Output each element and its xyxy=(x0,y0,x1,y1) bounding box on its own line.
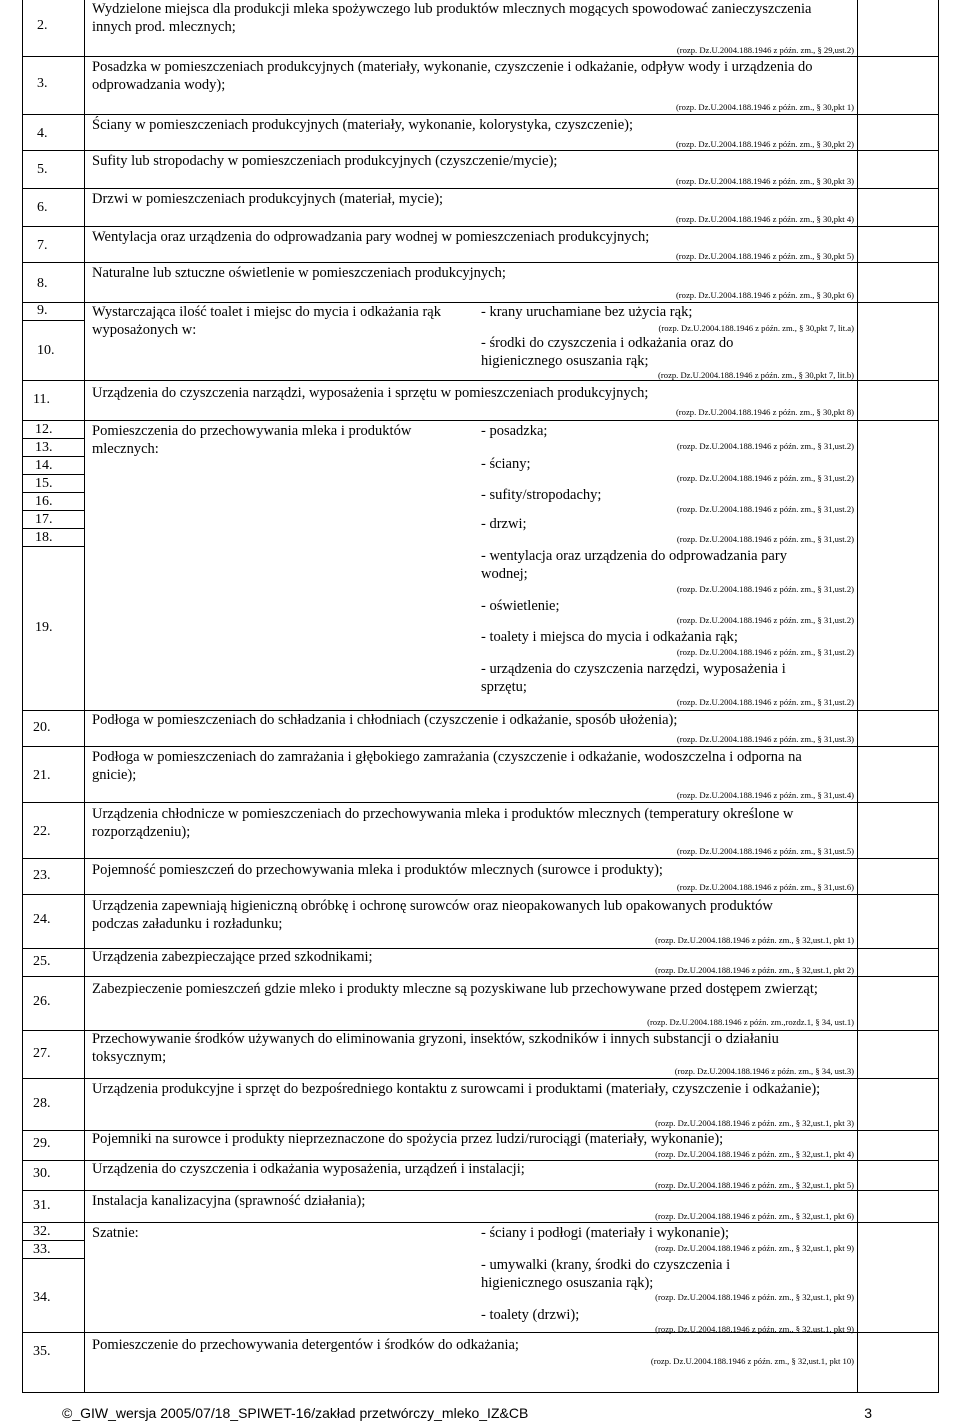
group-item: - oświetlenie; xyxy=(481,598,560,614)
legal-reference: (rozp. Dz.U.2004.188.1946 z późn. zm., § 32,ust.1, pkt 5) xyxy=(655,1180,854,1190)
row-divider xyxy=(22,380,939,381)
row-text: Urządzenia chłodnicze w pomieszczeniach do przechowywania mleka i produktów mlecznych (temperatury określone w rozporządzeniu); xyxy=(92,806,794,840)
row-number: 14. xyxy=(35,458,53,473)
row-number: 21. xyxy=(33,768,51,783)
number-column-divider xyxy=(84,0,85,1392)
row-divider xyxy=(22,150,939,151)
row-number: 33. xyxy=(33,1242,51,1257)
legal-reference: (rozp. Dz.U.2004.188.1946 z późn. zm., § 31,ust.2) xyxy=(676,441,854,451)
group-item: - toalety i miejsca do mycia i odkażania rąk; xyxy=(481,629,738,645)
row-text: Urządzenia zapewniają higieniczną obróbkę i ochronę surowców oraz nieopakowanych lub opakowanych produktów podczas załadunku i rozładunku; xyxy=(92,898,773,932)
row-divider xyxy=(22,1190,939,1191)
page-footer xyxy=(62,1405,872,1421)
row-number: 5. xyxy=(37,162,48,177)
legal-reference: (rozp. Dz.U.2004.188.1946 z późn. zm., § 31,ust.2) xyxy=(676,697,854,707)
group-item: - wentylacja oraz urządzenia do odprowadzania pary wodnej; xyxy=(481,548,787,582)
row-text: Przechowywanie środków używanych do eliminowania gryzoni, insektów, szkodników i innych substancji o działaniu toksycznym; xyxy=(92,1031,779,1065)
legal-reference: (rozp. Dz.U.2004.188.1946 z późn. zm., § 32,ust.1, pkt 9) xyxy=(655,1243,854,1253)
legal-reference: (rozp. Dz.U.2004.188.1946 z późn. zm., § 32,ust.1, pkt 6) xyxy=(655,1211,854,1221)
row-number: 34. xyxy=(33,1290,51,1305)
row-number: 7. xyxy=(37,238,48,253)
row-divider xyxy=(22,1240,84,1241)
legal-reference: (rozp. Dz.U.2004.188.1946 z późn. zm., § 30,pkt 7, lit.b) xyxy=(658,370,854,380)
row-text: Sufity lub stropodachy w pomieszczeniach produkcyjnych (czyszczenie/mycie); xyxy=(92,153,558,169)
legal-reference: (rozp. Dz.U.2004.188.1946 z późn. zm., § 30,pkt 6) xyxy=(675,290,854,300)
row-divider xyxy=(22,546,84,547)
row-text: Instalacja kanalizacyjna (sprawność działania); xyxy=(92,1193,366,1209)
footer-text: ©_GIW_wersja 2005/07/18_SPIWET-16/zakład przetwórczy_mleko_IZ&CB xyxy=(62,1405,529,1421)
legal-reference: (rozp. Dz.U.2004.188.1946 z późn. zm., § 32,ust.1, pkt 1) xyxy=(655,935,854,945)
group-item: - umywalki (krany, środki do czyszczenia i higienicznego osuszania rąk); xyxy=(481,1257,731,1291)
row-number: 13. xyxy=(35,440,53,455)
row-number: 4. xyxy=(37,126,48,141)
row-number: 30. xyxy=(33,1166,51,1181)
row-divider xyxy=(22,858,939,859)
legal-reference: (rozp. Dz.U.2004.188.1946 z późn. zm., § 32,ust.1, pkt 4) xyxy=(655,1149,854,1159)
group-label: Wystarczająca ilość toalet i miejsc do mycia i odkażania rąk wyposażonych w: xyxy=(92,304,441,338)
ref-column-divider xyxy=(857,0,858,1392)
table-left-border xyxy=(22,0,23,1392)
legal-reference: (rozp. Dz.U.2004.188.1946 z późn. zm., § 31,ust.2) xyxy=(676,584,854,594)
row-text: Naturalne lub sztuczne oświetlenie w pomieszczeniach produkcyjnych; xyxy=(92,265,506,281)
row-number: 18. xyxy=(35,530,53,545)
row-text: Urządzenia do czyszczenia i odkażania wyposażenia, urządzeń i instalacji; xyxy=(92,1161,525,1177)
legal-reference: (rozp. Dz.U.2004.188.1946 z późn. zm., § 31,ust.2) xyxy=(676,534,854,544)
row-divider xyxy=(22,114,939,115)
row-divider xyxy=(22,492,84,493)
row-divider xyxy=(22,1222,939,1223)
row-text: Drzwi w pomieszczeniach produkcyjnych (materiał, mycie); xyxy=(92,191,444,207)
legal-reference: (rozp. Dz.U.2004.188.1946 z późn. zm., § 30,pkt 7, lit.a) xyxy=(658,323,854,333)
row-divider xyxy=(22,528,84,529)
row-divider xyxy=(22,56,939,57)
row-text: Zabezpieczenie pomieszczeń gdzie mleko i produkty mleczne są pozyskiwane lub przechowywane przed dostępem zwierząt; xyxy=(92,981,818,997)
row-number: 29. xyxy=(33,1136,51,1151)
row-text: Pojemność pomieszczeń do przechowywania mleka i produktów mlecznych (surowce i produkty); xyxy=(92,862,663,878)
legal-reference: (rozp. Dz.U.2004.188.1946 z późn. zm., § 31,ust.2) xyxy=(676,615,854,625)
row-text: Urządzenia produkcyjne i sprzęt do bezpośredniego kontaktu z surowcami i produktami (materiały, czyszczenie i odkażanie); xyxy=(92,1081,821,1097)
group-item: - toalety (drzwi); xyxy=(481,1307,580,1323)
legal-reference: (rozp. Dz.U.2004.188.1946 z późn. zm., § 34, ust.3) xyxy=(674,1066,854,1076)
row-divider xyxy=(22,420,939,421)
row-text: Podłoga w pomieszczeniach do schładzania i chłodniach (czyszczenie i odkażanie, sposób ułożenia); xyxy=(92,712,678,728)
legal-reference: (rozp. Dz.U.2004.188.1946 z późn. zm., § 29,ust.2) xyxy=(676,45,854,55)
legal-reference: (rozp. Dz.U.2004.188.1946 z późn. zm., § 31,ust.2) xyxy=(676,504,854,514)
row-number: 8. xyxy=(37,276,48,291)
legal-reference: (rozp. Dz.U.2004.188.1946 z późn. zm., § 32,ust.1, pkt 3) xyxy=(655,1118,854,1128)
legal-reference: (rozp. Dz.U.2004.188.1946 z późn. zm., § 30,pkt 5) xyxy=(675,251,854,261)
row-number: 35. xyxy=(33,1344,51,1359)
row-divider xyxy=(22,746,939,747)
row-divider xyxy=(22,474,84,475)
legal-reference: (rozp. Dz.U.2004.188.1946 z późn. zm., § 31,ust.6) xyxy=(676,882,854,892)
legal-reference: (rozp. Dz.U.2004.188.1946 z późn. zm., § 32,ust.1, pkt 2) xyxy=(655,965,854,975)
legal-reference: (rozp. Dz.U.2004.188.1946 z późn. zm., § 32,ust.1, pkt 9) xyxy=(655,1292,854,1302)
group-item: - środki do czyszczenia i odkażania oraz do higienicznego osuszania rąk; xyxy=(481,335,734,369)
row-number: 11. xyxy=(33,392,50,407)
legal-reference: (rozp. Dz.U.2004.188.1946 z późn. zm., § 31,ust.2) xyxy=(676,647,854,657)
row-number: 3. xyxy=(37,76,48,91)
row-number: 12. xyxy=(35,422,53,437)
legal-reference: (rozp. Dz.U.2004.188.1946 z późn. zm., § 30,pkt 1) xyxy=(675,102,854,112)
row-text: Wydzielone miejsca dla produkcji mleka spożywczego lub produktów mlecznych mogących spowodować zanieczyszczenia innych prod. mlecznych; xyxy=(92,1,812,35)
table-right-border xyxy=(938,0,939,1392)
group-item: - ściany; xyxy=(481,456,531,472)
row-divider xyxy=(22,1258,84,1259)
row-number: 10. xyxy=(37,343,55,358)
group-label: Pomieszczenia do przechowywania mleka i produktów mlecznych: xyxy=(92,423,412,457)
row-text: Posadzka w pomieszczeniach produkcyjnych (materiały, wykonanie, czyszczenie i odkażanie, odpływ wody i urządzenia do odprowadzania wody); xyxy=(92,59,813,93)
row-text: Wentylacja oraz urządzenia do odprowadzania pary wodnej w pomieszczeniach produkcyjnych; xyxy=(92,229,650,245)
row-number: 23. xyxy=(33,868,51,883)
row-number: 16. xyxy=(35,494,53,509)
group-item: - urządzenia do czyszczenia narzędzi, wyposażenia i sprzętu; xyxy=(481,661,786,695)
legal-reference: (rozp. Dz.U.2004.188.1946 z późn. zm.,rozdz.1, § 34, ust.1) xyxy=(647,1017,854,1027)
page-number: 3 xyxy=(864,1405,872,1421)
row-divider xyxy=(22,262,939,263)
row-number: 9. xyxy=(37,303,48,318)
group-item: - krany uruchamiane bez użycia rąk; xyxy=(481,304,693,320)
row-divider xyxy=(22,976,939,977)
row-number: 19. xyxy=(35,620,53,635)
legal-reference: (rozp. Dz.U.2004.188.1946 z późn. zm., § 30,pkt 4) xyxy=(675,214,854,224)
row-divider xyxy=(22,438,84,439)
row-divider xyxy=(22,320,84,321)
row-divider xyxy=(22,456,84,457)
row-number: 31. xyxy=(33,1198,51,1213)
legal-reference: (rozp. Dz.U.2004.188.1946 z późn. zm., § 30,pkt 2) xyxy=(675,139,854,149)
legal-reference: (rozp. Dz.U.2004.188.1946 z późn. zm., § 30,pkt 3) xyxy=(675,176,854,186)
row-number: 26. xyxy=(33,994,51,1009)
row-divider xyxy=(22,188,939,189)
row-number: 25. xyxy=(33,954,51,969)
legal-reference: (rozp. Dz.U.2004.188.1946 z późn. zm., § 31,ust.5) xyxy=(676,846,854,856)
row-number: 28. xyxy=(33,1096,51,1111)
row-number: 22. xyxy=(33,824,51,839)
legal-reference: (rozp. Dz.U.2004.188.1946 z późn. zm., § 32,ust.1, pkt 10) xyxy=(650,1356,854,1366)
row-divider xyxy=(22,1078,939,1079)
row-number: 15. xyxy=(35,476,53,491)
row-number: 27. xyxy=(33,1046,51,1061)
row-divider xyxy=(22,510,84,511)
legal-reference: (rozp. Dz.U.2004.188.1946 z późn. zm., § 30,pkt 8) xyxy=(675,407,854,417)
group-label: Szatnie: xyxy=(92,1225,139,1241)
group-item: - sufity/stropodachy; xyxy=(481,487,602,503)
row-text: Ściany w pomieszczeniach produkcyjnych (materiały, wykonanie, kolorystyka, czyszczenie); xyxy=(92,117,633,133)
row-number: 20. xyxy=(33,720,51,735)
legal-reference: (rozp. Dz.U.2004.188.1946 z późn. zm., § 32,ust.1, pkt 9) xyxy=(655,1324,854,1334)
row-number: 6. xyxy=(37,200,48,215)
row-text: Pojemniki na surowce i produkty nieprzeznaczone do spożycia przez ludzi/rurociągi (materiały, wykonanie); xyxy=(92,1131,724,1147)
legal-reference: (rozp. Dz.U.2004.188.1946 z późn. zm., § 31,ust.2) xyxy=(676,473,854,483)
row-number: 17. xyxy=(35,512,53,527)
legal-reference: (rozp. Dz.U.2004.188.1946 z późn. zm., § 31,ust.3) xyxy=(676,734,854,744)
row-divider xyxy=(22,226,939,227)
row-number: 2. xyxy=(37,18,48,33)
table-bottom-border xyxy=(22,1392,939,1393)
row-text: Podłoga w pomieszczeniach do zamrażania i głębokiego zamrażania (czyszczenie i odkażanie, wodoszczelna i odporna na gnicie); xyxy=(92,749,802,783)
row-divider xyxy=(22,802,939,803)
row-text: Urządzenia zabezpieczające przed szkodnikami; xyxy=(92,949,373,965)
row-divider xyxy=(22,894,939,895)
row-number: 32. xyxy=(33,1224,51,1239)
group-item: - drzwi; xyxy=(481,516,527,532)
legal-reference: (rozp. Dz.U.2004.188.1946 z późn. zm., § 31,ust.4) xyxy=(676,790,854,800)
row-text: Urządzenia do czyszczenia narządzi, wyposażenia i sprzętu w pomieszczeniach produkcyjnych; xyxy=(92,385,649,401)
row-number: 24. xyxy=(33,912,51,927)
group-item: - posadzka; xyxy=(481,423,548,439)
row-text: Pomieszczenie do przechowywania detergentów i środków do odkażania; xyxy=(92,1337,519,1353)
group-item: - ściany i podłogi (materiały i wykonanie); xyxy=(481,1225,730,1241)
